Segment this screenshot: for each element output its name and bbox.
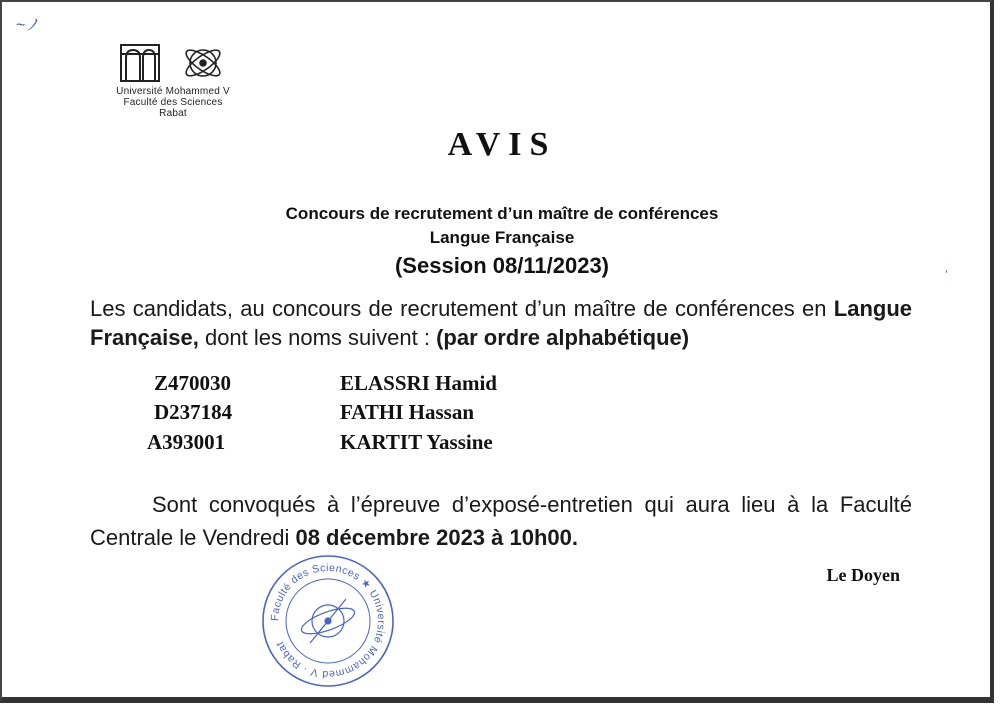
header-line2: Langue Française xyxy=(429,228,575,247)
atom-logo-icon xyxy=(183,46,224,80)
intro-subject: Langue Française, xyxy=(90,296,912,350)
candidate-id: D237184 xyxy=(154,400,233,424)
candidate-id: A393001 xyxy=(147,430,226,454)
intro-order-note: (par ordre alphabétique) xyxy=(436,325,690,350)
institution-line3: Rabat xyxy=(159,108,187,119)
session-date: (Session 08/11/2023) xyxy=(394,253,610,278)
intro-paragraph xyxy=(90,294,912,352)
signatory: Le Doyen xyxy=(826,565,900,585)
convocation-text: Sont convoqués à l’épreuve d’exposé-entretien qui aura lieu à la Faculté Centrale le Vendredi xyxy=(90,492,912,550)
intro-text-2: dont les noms suivent : xyxy=(198,325,437,350)
candidate-id: Z470030 xyxy=(154,371,232,395)
header-line1: Concours de recrutement d’un maître de conférences xyxy=(285,204,719,223)
institution-line1: Université Mohammed V xyxy=(116,86,230,97)
official-stamp xyxy=(260,553,396,689)
exam-datetime: 08 décembre 2023 à 10h00. xyxy=(295,525,578,550)
handwritten-mark-icon: ~ノ xyxy=(16,17,42,34)
convocation-paragraph xyxy=(90,488,912,554)
intro-text: Les candidats, au concours de recrutement d’un maître de conférences en xyxy=(90,296,834,321)
candidate-name: ELASSRI Hamid xyxy=(340,371,497,395)
notice-title: AVIS xyxy=(447,126,557,163)
candidate-name: KARTIT Yassine xyxy=(340,430,493,454)
stamp-text: Faculté des Sciences ★ Université Mohammed V · Rabat xyxy=(268,561,388,681)
ink-dot-icon: ʼ xyxy=(945,268,948,282)
institution-line2: Faculté des Sciences xyxy=(123,97,223,108)
candidate-name: FATHI Hassan xyxy=(340,400,474,424)
stamp-atom-icon xyxy=(299,599,358,643)
arch-logo-icon xyxy=(121,45,159,81)
